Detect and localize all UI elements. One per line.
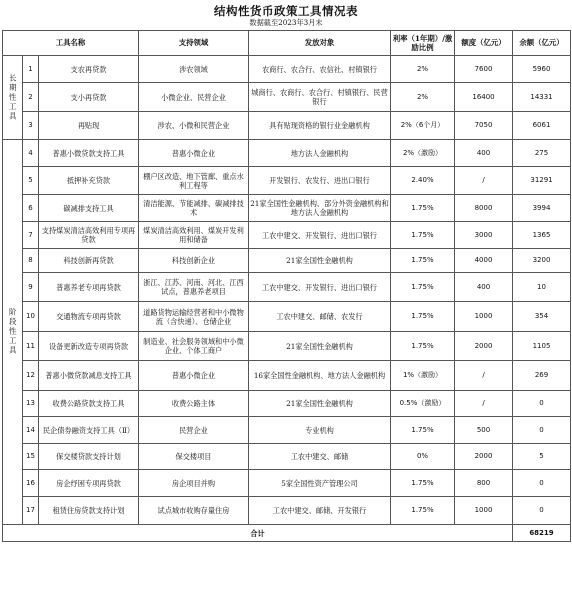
- quota: 4000: [455, 249, 513, 273]
- balance: 0: [513, 497, 571, 525]
- tool-name: 保交楼贷款支持计划: [39, 444, 139, 470]
- quota: 16400: [455, 83, 513, 112]
- target-institutions: 专业机构: [249, 417, 391, 444]
- tool-name: 普惠养老专项再贷款: [39, 273, 139, 302]
- balance: 14331: [513, 83, 571, 112]
- row-number: 11: [23, 332, 39, 361]
- row-number: 6: [23, 195, 39, 222]
- balance: 354: [513, 302, 571, 332]
- table-row: [3, 195, 571, 222]
- quota: 2000: [455, 332, 513, 361]
- support-area: 房企项目并购: [139, 470, 249, 497]
- target-institutions: 16家全国性金融机构、地方法人金融机构: [249, 361, 391, 391]
- support-area: 小微企业、民营企业: [139, 83, 249, 112]
- target-institutions: 工农中建交、邮储、农发行: [249, 302, 391, 332]
- support-area: 棚户区改造、地下管廊、重点水利工程等: [139, 167, 249, 195]
- table-row: [3, 222, 571, 249]
- balance: 269: [513, 361, 571, 391]
- row-number: 14: [23, 417, 39, 444]
- target-institutions: 开发银行、农发行、进出口银行: [249, 167, 391, 195]
- quota: /: [455, 391, 513, 417]
- row-number: 1: [23, 56, 39, 83]
- row-number: 13: [23, 391, 39, 417]
- tool-name: 设备更新改造专项再贷款: [39, 332, 139, 361]
- support-area: 试点城市收购存量住房: [139, 497, 249, 525]
- target-institutions: 工农中建交、开发银行、进出口银行: [249, 273, 391, 302]
- balance: 3200: [513, 249, 571, 273]
- support-area: 煤炭清洁高效利用、煤炭开发利用和储备: [139, 222, 249, 249]
- quota: 400: [455, 273, 513, 302]
- target-institutions: 21家全国性金融机构: [249, 332, 391, 361]
- table-row: [3, 497, 571, 525]
- table-row: [3, 167, 571, 195]
- target-institutions: 农商行、农合行、农信社、村镇银行: [249, 56, 391, 83]
- header-support-area: 支持领域: [139, 31, 249, 56]
- table-row: [3, 140, 571, 167]
- table-row: [3, 112, 571, 140]
- table-row: [3, 417, 571, 444]
- quota: 3000: [455, 222, 513, 249]
- table-row: [3, 249, 571, 273]
- total-row: [3, 525, 571, 542]
- balance: 0: [513, 391, 571, 417]
- quota: 8000: [455, 195, 513, 222]
- category-phased: 阶段性工具: [3, 140, 23, 525]
- rate: 1.75%: [391, 249, 455, 273]
- policy-tools-table: [2, 30, 571, 542]
- rate: 2%（激励）: [391, 140, 455, 167]
- support-area: 涉农、小微和民营企业: [139, 112, 249, 140]
- rate: 1.75%: [391, 332, 455, 361]
- target-institutions: 5家全国性资产管理公司: [249, 470, 391, 497]
- table-row: [3, 273, 571, 302]
- row-number: 9: [23, 273, 39, 302]
- support-area: 清洁能源、节能减排、碳减排技术: [139, 195, 249, 222]
- target-institutions: 工农中建交、开发银行、进出口银行: [249, 222, 391, 249]
- tool-name: 碳减排支持工具: [39, 195, 139, 222]
- quota: 1000: [455, 302, 513, 332]
- quota: 2000: [455, 444, 513, 470]
- support-area: 涉农领域: [139, 56, 249, 83]
- tool-name: 支农再贷款: [39, 56, 139, 83]
- row-number: 15: [23, 444, 39, 470]
- rate: 1.75%: [391, 222, 455, 249]
- quota: 7050: [455, 112, 513, 140]
- quota: /: [455, 167, 513, 195]
- rate: 0%: [391, 444, 455, 470]
- rate: 0.5%（激励）: [391, 391, 455, 417]
- tool-name: 普惠小微贷款减息支持工具: [39, 361, 139, 391]
- table-row: [3, 391, 571, 417]
- header-quota: 额度（亿元）: [455, 31, 513, 56]
- quota: 7600: [455, 56, 513, 83]
- balance: 6061: [513, 112, 571, 140]
- rate: 2%: [391, 56, 455, 83]
- table-row: [3, 83, 571, 112]
- target-institutions: 21家全国性金融机构: [249, 391, 391, 417]
- tool-name: 民企债券融资支持工具（Ⅱ）: [39, 417, 139, 444]
- row-number: 16: [23, 470, 39, 497]
- quota: 800: [455, 470, 513, 497]
- support-area: 民营企业: [139, 417, 249, 444]
- balance: 0: [513, 417, 571, 444]
- total-label: 合计: [3, 525, 513, 542]
- support-area: 浙江、江苏、河南、河北、江西试点，普惠养老项目: [139, 273, 249, 302]
- tool-name: 交通物流专项再贷款: [39, 302, 139, 332]
- rate: 1%（激励）: [391, 361, 455, 391]
- row-number: 3: [23, 112, 39, 140]
- rate: 1.75%: [391, 417, 455, 444]
- tool-name: 再贴现: [39, 112, 139, 140]
- row-number: 4: [23, 140, 39, 167]
- target-institutions: 城商行、农商行、农合行、村镇银行、民营银行: [249, 83, 391, 112]
- support-area: 科技创新企业: [139, 249, 249, 273]
- category-long-term: 长期性工具: [3, 56, 23, 140]
- support-area: 普惠小微企业: [139, 140, 249, 167]
- tool-name: 租赁住房贷款支持计划: [39, 497, 139, 525]
- rate: 1.75%: [391, 470, 455, 497]
- tool-name: 抵押补充贷款: [39, 167, 139, 195]
- header-rate: 利率（1年期）/激励比例: [391, 31, 455, 56]
- target-institutions: 21家全国性金融机构: [249, 249, 391, 273]
- rate: 1.75%: [391, 497, 455, 525]
- support-area: 制造业、社会服务领域和中小微企业、个体工商户: [139, 332, 249, 361]
- header-target: 发放对象: [249, 31, 391, 56]
- target-institutions: 工农中建交、邮储、开发银行: [249, 497, 391, 525]
- balance: 275: [513, 140, 571, 167]
- header-tool-name: 工具名称: [3, 31, 139, 56]
- tool-name: 支小再贷款: [39, 83, 139, 112]
- target-institutions: 工农中建交、邮储: [249, 444, 391, 470]
- balance: 1105: [513, 332, 571, 361]
- header-balance: 余额（亿元）: [513, 31, 571, 56]
- table-row: [3, 56, 571, 83]
- rate: 1.75%: [391, 302, 455, 332]
- support-area: 收费公路主体: [139, 391, 249, 417]
- rate: 2%（6个月）: [391, 112, 455, 140]
- tool-name: 支持煤炭清洁高效利用专项再贷款: [39, 222, 139, 249]
- balance: 5: [513, 444, 571, 470]
- quota: 1000: [455, 497, 513, 525]
- quota: 400: [455, 140, 513, 167]
- balance: 3994: [513, 195, 571, 222]
- tool-name: 普惠小微贷款支持工具: [39, 140, 139, 167]
- table-header-row: [3, 31, 571, 56]
- balance: 31291: [513, 167, 571, 195]
- row-number: 17: [23, 497, 39, 525]
- row-number: 7: [23, 222, 39, 249]
- tool-name: 房企纾困专项再贷款: [39, 470, 139, 497]
- balance: 1365: [513, 222, 571, 249]
- rate: 2.40%: [391, 167, 455, 195]
- rate: 1.75%: [391, 273, 455, 302]
- row-number: 5: [23, 167, 39, 195]
- support-area: 保交楼项目: [139, 444, 249, 470]
- total-balance: 68219: [513, 525, 571, 542]
- target-institutions: 21家全国性金融机构、部分外资金融机构和地方法人金融机构: [249, 195, 391, 222]
- tool-name: 收费公路贷款支持工具: [39, 391, 139, 417]
- table-row: [3, 361, 571, 391]
- balance: 5960: [513, 56, 571, 83]
- tool-name: 科技创新再贷款: [39, 249, 139, 273]
- row-number: 10: [23, 302, 39, 332]
- page-title: 结构性货币政策工具情况表: [214, 4, 358, 18]
- row-number: 8: [23, 249, 39, 273]
- support-area: 普惠小微企业: [139, 361, 249, 391]
- table-row: [3, 444, 571, 470]
- target-institutions: 具有贴现资格的银行业金融机构: [249, 112, 391, 140]
- quota: /: [455, 361, 513, 391]
- row-number: 2: [23, 83, 39, 112]
- balance: 10: [513, 273, 571, 302]
- table-row: [3, 332, 571, 361]
- quota: 500: [455, 417, 513, 444]
- table-row: [3, 302, 571, 332]
- row-number: 12: [23, 361, 39, 391]
- rate: 2%: [391, 83, 455, 112]
- page-subtitle: 数据截至2023年3月末: [249, 18, 323, 27]
- target-institutions: 地方法人金融机构: [249, 140, 391, 167]
- support-area: 道路货物运输经营者和中小微物流（含快递）、仓储企业: [139, 302, 249, 332]
- balance: 0: [513, 470, 571, 497]
- rate: 1.75%: [391, 195, 455, 222]
- table-row: [3, 470, 571, 497]
